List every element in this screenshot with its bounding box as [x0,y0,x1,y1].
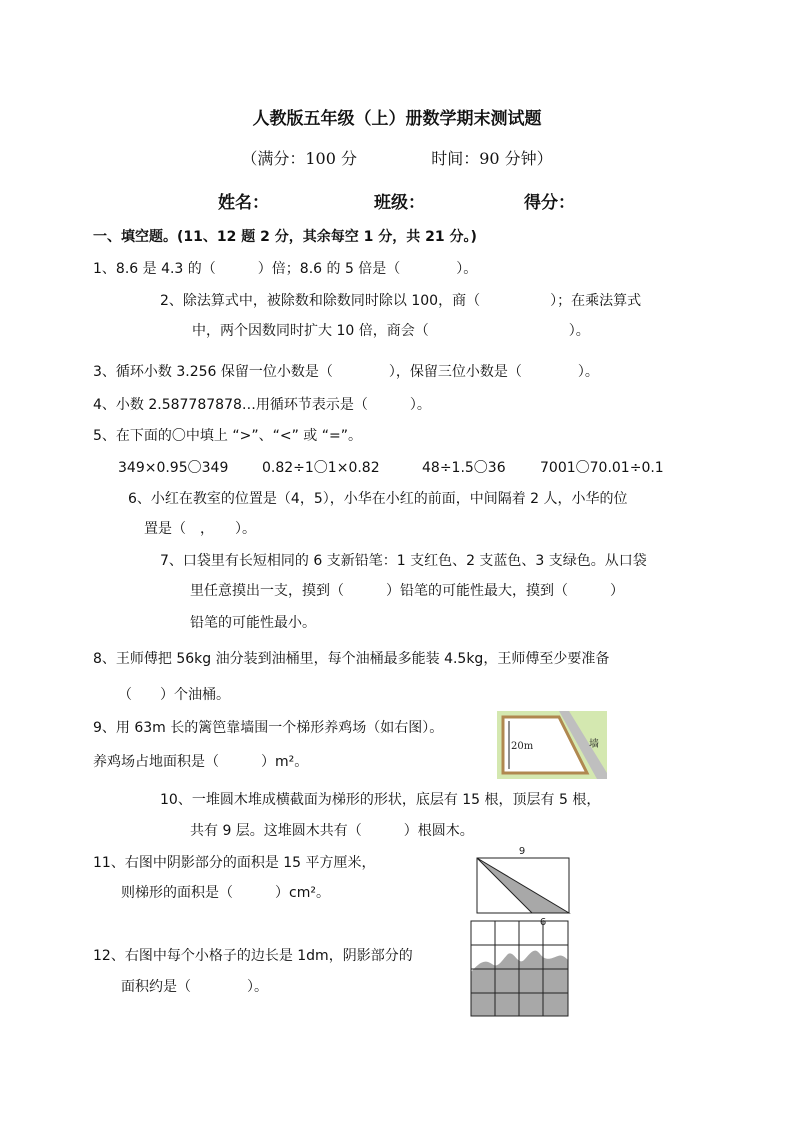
full-score-label: （满分：100 分 [241,149,357,168]
question-5-item: 48÷1.5〇36 [422,460,506,476]
grid-figure [470,920,569,1017]
name-label: 姓名： [218,193,269,213]
question-5: 5、在下面的〇中填上 “>”、“<” 或 “=”。 [93,428,362,444]
question-5-item: 349×0.95〇349 [118,460,229,476]
question-2-line1: 2、除法算式中，被除数和除数同时除以 100，商（ ）；在乘法算式 [160,293,642,309]
question-9-line2: 养鸡场占地面积是（ ）m²。 [93,754,309,770]
question-11-line1: 11、右图中阴影部分的面积是 15 平方厘米， [93,855,376,871]
question-10-line1: 10、一堆圆木堆成横截面为梯形的形状，底层有 15 根，顶层有 5 根， [160,792,601,808]
question-11-line2: 则梯形的面积是（ ）cm²。 [121,885,330,901]
question-2-line2: 中，两个因数同时扩大 10 倍，商会（ ）。 [192,323,590,339]
question-6-line1: 6、小红在教室的位置是（4，5），小华在小红的前面，中间隔着 2 人，小华的位 [128,491,628,507]
question-7-line1: 7、口袋里有长短相同的 6 支新铅笔：1 支红色、2 支蓝色、3 支绿色。从口袋 [160,553,647,569]
question-12-line1: 12、右图中每个小格子的边长是 1dm，阴影部分的 [93,948,413,964]
shaded-triangle [477,858,569,913]
section-heading: 一、填空题。(11、12 题 2 分，其余每空 1 分，共 21 分。) [93,229,477,245]
coop-height-label: 20m [511,741,534,752]
question-8-line2: （ ）个油桶。 [118,687,230,703]
question-4: 4、小数 2.587787878…用循环节表示是（ ）。 [93,397,431,413]
question-7-line2: 里任意摸出一支，摸到（ ）铅笔的可能性最大，摸到（ ） [190,583,624,599]
trapezoid-figure [470,843,574,929]
score-field-label: 得分： [524,193,575,213]
question-8-line1: 8、王师傅把 56kg 油分装到油桶里，每个油桶最多能装 4.5kg，王师傅至少要准备 [93,651,610,667]
chicken-coop-figure [497,711,607,779]
class-label: 班级： [374,193,425,213]
question-1: 1、8.6 是 4.3 的（ ）倍；8.6 的 5 倍是（ ）。 [93,261,478,277]
question-9-line1: 9、用 63m 长的篱笆靠墙围一个梯形养鸡场（如右图）。 [93,720,444,736]
question-5-item: 7001〇70.01÷0.1 [540,460,664,476]
question-3: 3、循环小数 3.256 保留一位小数是（ ），保留三位小数是（ ）。 [93,364,599,380]
trapezoid-top-label: 9 [518,846,526,857]
page-title: 人教版五年级（上）册数学期末测试题 [252,109,542,129]
question-5-item: 0.82÷1〇1×0.82 [262,460,380,476]
time-label: 时间：90 分钟） [431,149,553,168]
question-10-line2: 共有 9 层。这堆圆木共有（ ）根圆木。 [190,823,474,839]
wall-label: 墙 [589,739,599,750]
question-6-line2: 置是（ ， ）。 [144,521,256,537]
question-12-line2: 面积约是（ ）。 [121,979,268,995]
exam-info [0,146,794,169]
trapezoid-bottom-label: 6 [539,917,547,928]
question-7-line3: 铅笔的可能性最小。 [190,615,316,631]
